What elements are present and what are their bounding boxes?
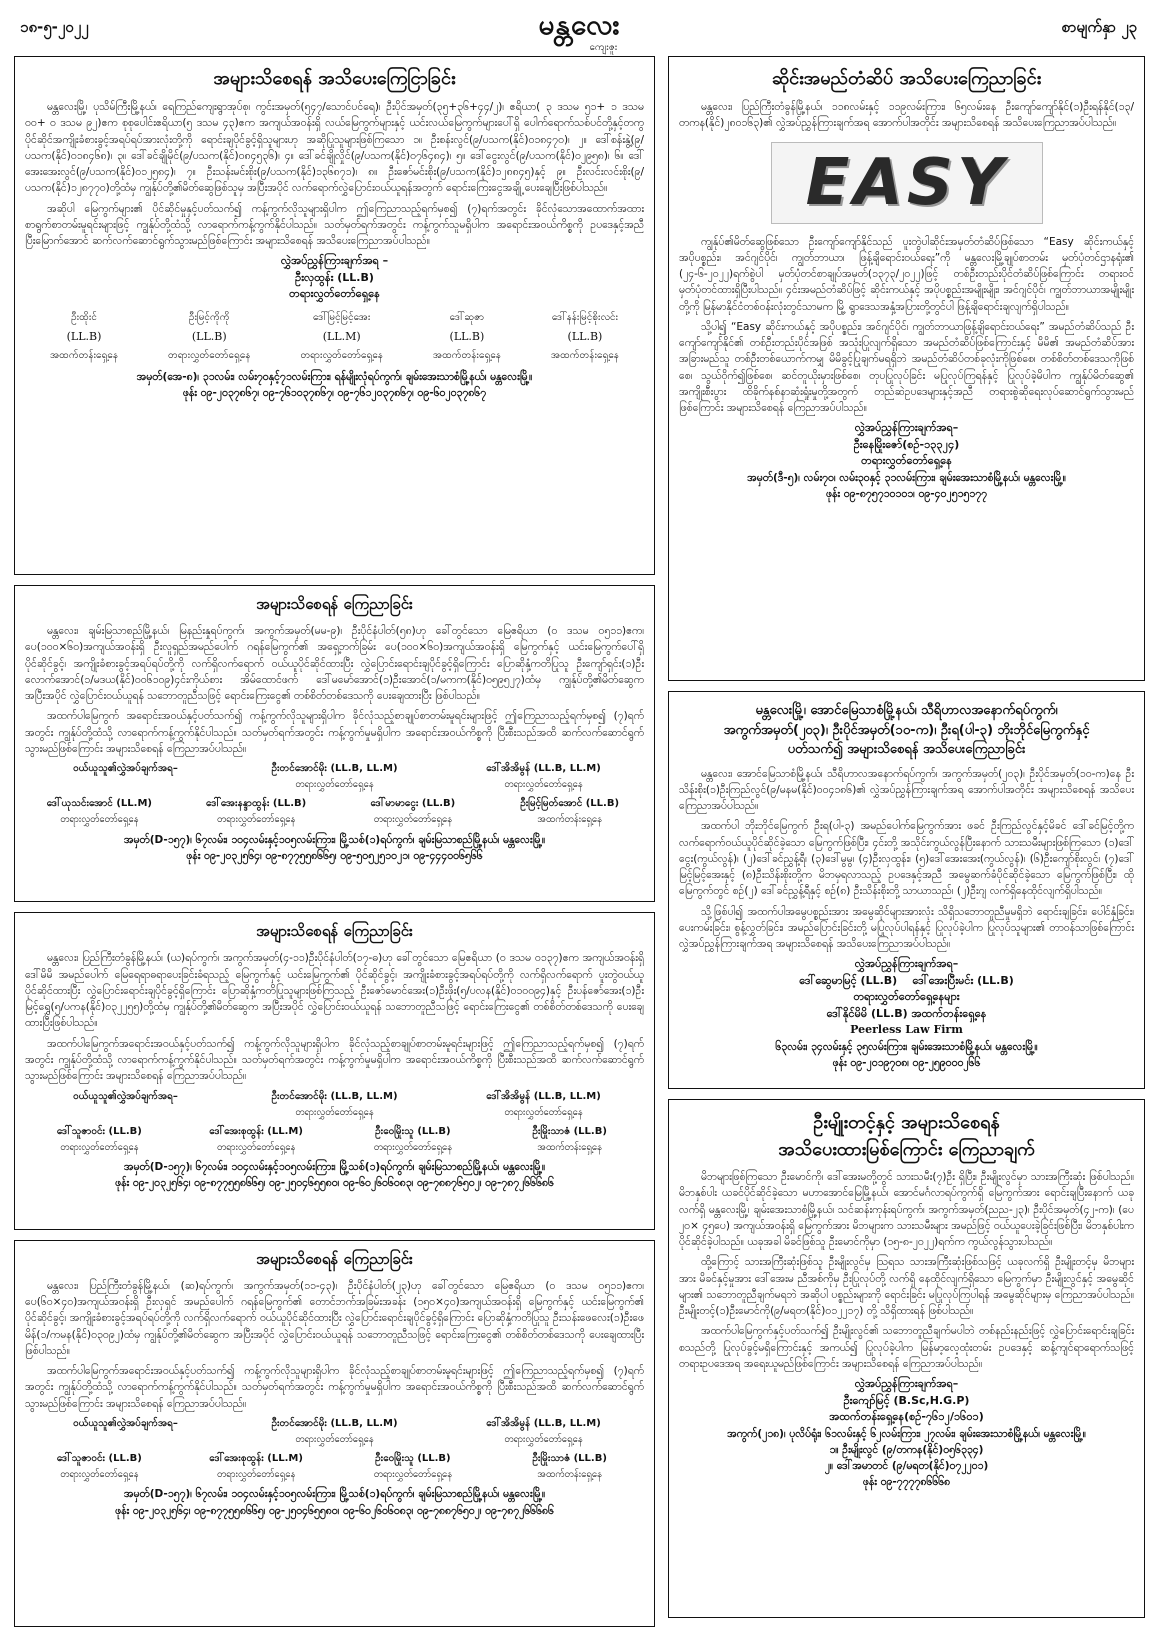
signer-name: ဦးမြင့်မြတ်အောင် (LL.B) — [520, 798, 620, 810]
signer-grid — [25, 1124, 644, 1155]
signer-name: ဦးနေမြိုးဇော်(စဉ်-၁၃၃၂၄) — [853, 437, 960, 451]
notice-body: အထက်ပါမြေကွက် အရောင်းအဝယ်နှင့်ပတ်သက်၍ ကန့်ကွက်လိုသူများရှိပါက ခိုင်လုံသည့်စာချုပ်စာတမ်းမူရင်းများဖြင့် ဤကြေညာသည့်ရက်မှစ၍ (၇)ရက်အတွင်း ကျွန်ုပ်တို့ထံသို့ လာရောက်ကန့်ကွက်နိုင်ပါသည်။ သတ်မှတ်ရက်အတွင်း ကန့်ကွက်မှုမရှိပါက အရောင်းအဝယ်ကိစ္စကို ပြီးစီးသည်အထိ ဆက်လက်ဆောင်ရွက်သွားမည်ဖြစ်ကြောင်း အများသိစေရန် ကြေညာအပ်ပါသည်။ — [25, 710, 644, 755]
signer-role: တရားလွှတ်တော်ရှေ့နေ — [289, 287, 380, 301]
signer-label: လွှဲအပ်ညွှန်ကြားချက်အရ– — [854, 957, 959, 971]
signer-role: တရားလွှတ်တော်ရှေ့နေ — [504, 1106, 583, 1118]
signer-role: တရားလွှတ်တော်ရှေ့နေ — [295, 779, 374, 791]
signer-role: တရားလွှတ်တော်ရှေ့နေ — [373, 814, 453, 826]
contact-person: ၂။ ဒေါ်အမာတင် (၉/မရတ(နိုင်)၀၇၂၂၀၁) — [824, 1460, 989, 1473]
phone-numbers: ဖုန်း ၀၉-၂၀၃၂၅၆၄၊ ၀၉-၈၇၇၅၅၈၆၆၅၊ ၀၉-၂၅၀၄၆၅၅၈၀၊ ၀၉-၆၀၂၆၀၆၀၈၃၊ ၀၉-၇၈၈၇၆၅၀၂၊ ၀၉-၇၈၇၂၆၆၆၈၆ — [115, 1177, 554, 1190]
notice-title: အများသိစေရန် ကြေညာခြင်း — [256, 1249, 413, 1268]
signer-name: ဦးတင်အောင်မိုး (LL.B, LL.M) — [271, 763, 398, 775]
notice-title-line: အသိပေးထားမြစ်ကြောင်း ကြေညာချက် — [778, 1139, 1035, 1160]
signer-role: အထက်တန်းရှေ့နေ — [537, 1469, 602, 1481]
notice-body: မန္တလေး၊ ချမ်းမြသာစည်မြို့နယ်၊ မြနည်းနှုရပ်ကွက်၊ အကွက်အမှတ်(မမ-၉)၊ ဦးပိုင်နံပါတ်(၅၈)ဟု ခေါ်တွင်သော မြေဧရိယာ (၀ ဒသမ ၀၅၁၁)ဧက၊ ပေ(၁၀၀×၆၀)အကျယ်အဝန်းရှိ ဦးလူရှည်အမည်ပေါက် ဂရန်မြေကွက်၏ အရှေ့ဘက်ခြမ်း ပေ(၁၀၀×၆၀)အကျယ်အဝန်းရှိ မြေကွက်နှင့် ယင်းမြေကွက်ပေါ်ရှိ ပိုင်ဆိုင်ခွင့်၊ အကျိုးခံစားခွင့်အရပ်ရပ်တို့ကို လက်ရှိလက်ရောက် ဝယ်ယူပိုင်ဆိုင်ထားပြီး လွှဲပြောင်းရောင်းချပိုင်ခွင့်ရှိကြောင်း ပြောဆိုနှံ့ကတိပြုသူ ဦးကျော်ရှင်း(၁)ဦးလောက်အောင်(၁/မဒယ(နိုင်)၀၀၆၁၀၉)၄င်းကိုယ်စား အိမ်ထောင်ဖက် ဒေါ်မမော်အောင်(၁)ဦးအောင်(၁/မကက(နိုင်)၀၅၉၅၂၇)ထံမှ ကျွန်ုပ်တို့၏မိတ်ဆွေက အပြီးအပိုင် လွှဲပြောင်းဝယ်ယူရန် သဘောတူညီသဖြင့် ရောင်းကြေးငွေ၏ တစ်စိတ်တစ်ဒေသကို ပေးချေထားပြီး ဖြစ်ပါသည်။ — [25, 624, 644, 703]
notice-body: အထက်ပါမြေကွက်အရောင်းအဝယ်နှင့်ပတ်သက်၍ ကန့်ကွက်လိုသူများရှိပါက ခိုင်လုံသည့်စာချုပ်စာတမ်းမူရင်းများဖြင့် ဤကြေညာသည့်ရက်မှစ၍ (၇)ရက်အတွင်း ကျွန်ုပ်တို့ထံသို့ လာရောက်ကန့်ကွက်နိုင်ပါသည်။ သတ်မှတ်ရက်အတွင်း ကန့်ကွက်မှုမရှိပါက အရောင်းအဝယ်ကိစ္စကို ပြီးစီးသည်အထိ ဆက်လက်ဆောင်ရွက်သွားမည်ဖြစ်ကြောင်း အများသိစေရန် ကြေညာအပ်ပါသည်။ — [25, 1365, 644, 1410]
notice-plot-11-43 — [14, 1240, 655, 1627]
lawyer-name: ဒေါ်ဆုဇာ — [449, 311, 485, 323]
signer-label: ဝယ်ယူသူ၏လွှဲအပ်ချက်အရ– — [73, 763, 178, 775]
signer-name: ဒေါ်အေးနန္ဒာထွန်း (LL.B) — [206, 798, 307, 810]
signer-role: တရားလွှတ်တော်ရှေ့နေ — [504, 1433, 583, 1445]
signer-role: တရားလွှတ်တော်ရှေ့နေ — [60, 1141, 139, 1153]
notice-body: အဆိုပါ မြေကွက်များ၏ ပိုင်ဆိုင်မှုနှင့်ပတ်သက်၍ ကန့်ကွက်လိုသူများရှိပါက ဤကြေညာသည့်ရက်မှစ၍ (၇)ရက်အတွင်း ခိုင်လုံသောအထောက်အထား စာရွက်စာတမ်းမူရင်းများဖြင့် ကျွန်ုပ်တို့ထံသို့ လာရောက်ကန့်ကွက်နိုင်ပါသည်။ သတ်မှတ်ရက်အတွင်း ကန့်ကွက်သူမရှိပါက အရောင်းအဝယ်ကိစ္စကို ဥပဒေနှင့်အညီ ပြီးမြောက်အောင် ဆက်လက်ဆောင်ရွက်သွားမည်ဖြစ်ကြောင်း အများသိစေရန် အသိပေးကြေညာအပ်ပါသည်။ — [25, 202, 644, 248]
easy-logo-image — [771, 142, 1043, 224]
lawyer-degree: (LL.B) — [66, 329, 102, 343]
signer-role: အထက်တန်းရှေ့နေ — [537, 814, 602, 826]
notice-land-sale — [14, 56, 655, 575]
signer-label: လွှဲအပ်ညွှန်ကြားချက်အရ– — [854, 421, 959, 435]
masthead-logo: မန္တလေး — [538, 8, 621, 41]
signer-name: ဒေါ်အိအိမွန် (LL.B, LL.M) — [486, 1090, 601, 1102]
office-address: အမှတ်(D-၁၅၇)၊ ၆၇လမ်း၊ ၁၀၄လမ်းနှင့်၁၀၅လမ်းကြား၊ မြို့သစ်(၁)ရပ်ကွက်၊ ချမ်းမြသာစည်မြို့နယ်၊ မန္တလေးမြို့။ — [123, 833, 546, 846]
signer-name: ဦးတင်အောင်မိုး (LL.B, LL.M) — [271, 1090, 398, 1102]
signer-role: တရားလွှတ်တော်ရှေ့နေ — [295, 1106, 374, 1118]
lawyer — [300, 309, 383, 365]
lawyer-name: ဒေါ်မြင့်မြင့်အေး — [312, 311, 371, 323]
signer-role: တရားလွှတ်တော်ရှေ့နေ — [504, 779, 583, 791]
page-number: စာမျက်နှာ ၂၃ — [1061, 18, 1137, 36]
lawyer — [433, 309, 501, 365]
signer-name: ဒေါ်နိုင်မိမိ (LL.B) အထက်တန်းရှေ့နေ — [826, 1006, 987, 1020]
issue-date: ၁၈-၅-၂၀၂၂ — [20, 18, 89, 36]
office-address: အမှတ်(D-၁၅၇)၊ ၆၇လမ်း၊ ၁၀၄လမ်းနှင့်၁၀၅လမ်းကြား၊ မြို့သစ်(၁)ရပ်ကွက်၊ ချမ်းမြသာစည်မြို့နယ်၊ မန္တလေးမြို့။ — [123, 1161, 546, 1173]
signer-role: တရားလွှတ်တော်ရှေ့နေ — [295, 1433, 374, 1445]
notice-title-line: အကွက်အမှတ်(၂၀၃)၊ ဦးပိုင်အမှတ်(၁၀-က)၊ ဦးရ(ပါ-၃) ဘိုးဘိုင်မြေကွက်နှင့် — [723, 722, 1090, 738]
phone-numbers: ဖုန်း ၀၉-၂၀၃၇၈၆၇၊ ၀၉-၇၆၁၀၃၇၈၆၇၊ ၀၉-၇၆၁၂၀၃၇၈၆၇၊ ၀၉-၆၀၂၀၃၇၈၆၇ — [182, 386, 487, 399]
left-column — [14, 56, 655, 1627]
lawyer-degree: (LL.B) — [567, 329, 603, 343]
notice-title-line: ဦးမျိုးတင့်နှင့် အများသိစေရန် — [813, 1112, 1000, 1133]
notice-title — [679, 1109, 1134, 1163]
signer-name: ဒေါ်သူဇာဝင်း (LL.B) — [56, 1125, 142, 1137]
signer-grid — [25, 761, 644, 792]
signer-name: ဦးမြိုးသာဇံ (LL.B) — [532, 1453, 607, 1465]
lawyer-role: အထက်တန်းရှေ့နေ — [49, 349, 119, 361]
notice-body: မန္တလေး၊ ပြည်ကြီးတံခွန်မြို့နယ်၊ (ယ)ရပ်ကွက်၊ အကွက်အမှတ်(၄-၁၁)ဦးပိုင်နံပါတ်(၁၇-ဓ)ဟု ခေါ်တွင်သော မြေဧရိယာ (၀ ဒသမ ၀၁၃၇)ဧက အကျယ်အဝန်းရှိ ဒေါ်မိမိ အမည်ပေါက် မြေရေရာဓရာပေးခြင်းခံရသည့် မြေကွက်နှင့် ယင်းမြေကွက်၏ ပိုင်ဆိုင်ခွင့်၊ အကျိုးခံစားခွင့်အရပ်ရပ်တို့ကို လက်ရှိလက်ရောက် ပူးတွဲဝယ်ယူပိုင်ဆိုင်ထားပြီး လွှဲပြောင်းရောင်းချပိုင်ခွင့်ရှိကြောင်း ပြောဆိုနှံ့ကတိပြုသူများဖြစ်ကြသည့် ဦးဇော်မောင်အေး(၁)ဦးဖိုး(၅/ပလန(နိုင်)၀၁၀၀၉၄)နှင့် ဦးပန်ဇော်အေး(၁)ဦးမြင့်ရွှေ(၅/ပကန(နိုင်)၀၃၂၂၅၅)တို့ထံမှ ကျွန်ုပ်တို့၏မိတ်ဆွေက အပြီးအပိုင် လွှဲပြောင်းဝယ်ယူရန် သဘောတူညီသဖြင့် ရောင်းကြေးငွေ၏ တစ်စိတ်တစ်ဒေသကို ပေးချေထားပြီးဖြစ်ပါသည်။ — [25, 952, 644, 1030]
lawyer-role: အထက်တန်းရှေ့နေ — [432, 349, 501, 361]
signer-role: တရားလွှတ်တော်ရှေ့နေ — [216, 1141, 296, 1153]
signer-names — [679, 973, 1134, 990]
notice-body: မန္တလေး၊ ပြည်ကြီးတံခွန်မြို့နယ်၊ (ဆ)ရပ်ကွက်၊ အကွက်အမှတ်(၁၁-၄၃)၊ ဦးပိုင်နံပါတ်(၂၃)ဟု ခေါ်တွင်သော မြေဧရိယာ (၀ ဒသမ ၀၅၁၁)ဧက၊ ပေ(၆၀×၄၀)အကျယ်အဝန်းရှိ ဦးလှရှင် အမည်ပေါက် ဂရန်မြေကွက်၏ တောင်ဘက်အခြမ်းအခန်း (၁၅၀×၄၀)အကျယ်အဝန်းရှိ မြေကွက်နှင့် ယင်းမြေကွက်၏ ပိုင်ဆိုင်ခွင့်၊ အကျိုးခံစားခွင့်အရပ်ရပ်တို့ကို လက်ရှိလက်ရောက် ဝယ်ယူပိုင်ဆိုင်ထားပြီး လွှဲပြောင်းရောင်းချပိုင်ခွင့်ရှိကြောင်း ပြောဆိုနှံ့ကတိပြုသူ ဦးသန်းဖေလေး(၁)ဦးဖေမိန်(၁/ကမန(နိုင်)၀၃၀၉၂)ထံမှ ကျွန်ုပ်တို့၏မိတ်ဆွေက အပြီးအပိုင် လွှဲပြောင်းဝယ်ယူရန် သဘောတူညီသဖြင့် ရောင်းကြေးငွေ၏ တစ်စိတ်တစ်ဒေသကို ပေးချေထားပြီးဖြစ်ပါသည်။ — [25, 1279, 644, 1357]
lawyer — [551, 309, 619, 365]
signer-label: ဝယ်ယူသူ၏လွှဲအပ်ချက်အရ– — [73, 1090, 178, 1102]
lawyer-role: တရားလွှတ်တော်ရှေ့နေ — [300, 349, 383, 361]
signer-name: ဒေါ်ဆွေမာမြင့် (LL.B) — [799, 973, 898, 987]
notice-title: ဆိုင်းအမည်တံဆိပ် အသိပေးကြေညာခြင်း — [771, 68, 1042, 89]
signer-label: လွှဲအပ်ညွှန်ကြားချက်အရ – — [280, 254, 389, 268]
signer-name: ဒေါ်အေးစုထွန်း (LL.M) — [209, 1453, 303, 1465]
phone-numbers: ဖုန်း ၀၉-၂၀၃၂၅၆၄၊ ၀၉-၈၇၇၅၅၈၆၆၅၊ ၀၉-၂၅၀၄၆၅၅၈၀၊ ၀၉-၆၀၂၆၀၆၀၈၃၊ ၀၉-၇၈၈၇၆၅၀၂၊ ၀၉-၇၈၇၂၆၆၆၈၆ — [115, 1504, 554, 1517]
signer-name: ဦးကျော်မြင့် (B.Sc,H.G.P) — [843, 1393, 970, 1407]
lawyer-name: ဒေါ်နန်းမြင့်စိုးလင်း — [551, 311, 619, 323]
right-column — [668, 56, 1145, 1627]
signer-role: အထက်တန်းရှေ့နေ(စဉ်-၇၆၁၂/၁၆၀၁) — [829, 1410, 984, 1424]
signer-role: တရားလွှတ်တော်ရှေ့နေ — [373, 1469, 453, 1481]
phone-numbers: ဖုန်း ၀၉-၂၀၁၉၇၀၈၊ ၀၉-၂၅၉၀၀၀၂၆၆ — [832, 1057, 981, 1070]
signer-role: တရားလွှတ်တော်ရှေ့နေ — [60, 1469, 139, 1481]
notice-title: အများသိစေရန် ကြေညာခြင်း — [256, 922, 413, 941]
notice-title-line: မန္တလေးမြို့၊ အောင်မြေသာစံမြို့နယ်၊ သီရိဟာလအနောက်ရပ်ကွက်၊ — [755, 703, 1058, 718]
notice-body: ကျွန်ုပ်၏မိတ်ဆွေဖြစ်သော ဦးကျော်ကျော်နိုင်သည် ပူးတွဲပါဆိုင်းအမှတ်တံဆိပ်ဖြစ်သော “Easy ဆိုင်းကယ်နှင့် အပိုပစ္စည်း၊ အင်ဂျင်ပိုင်၊ ကျွတ်ဘာယာ၊ ဖြန့်ချိရောင်းဝယ်ရေး”ကို မန္တလေးမြို့ချုပ်စာတမ်း မှတ်ပုံတင်ဌာနရုံး၏ (၂၄-၆-၂၀၂၂)ရက်စွဲပါ မှတ်ပုံတင်စာချုပ်အမှတ်(၁၃၇၃/၂၀၂၂)ဖြင့် တစ်ဦးတည်းပိုင်တံဆိပ်ဖြစ်ကြောင်း တရားဝင်မှတ်ပုံတင်ထားရှိပြီးပါသည်။ ၄င်းအမည်တံဆိပ်ဖြင့် ဆိုင်းကယ်နှင့် အပိုပစ္စည်းအမျိုးမျိုး၊ အင်ဂျင်ပိုင်၊ ကျွတ်ဘာယာအမျိုးမျိုးတို့ကို မြန်မာနိုင်ငံတစ်ဝန်းလုံးတွင်သာမက မြို့ ရွာဒေသအနှံ့အပြားတို့တွင်ပါ ဖြန့်ချိရောင်းချလျက်ရှိပါသည်။ — [679, 235, 1134, 313]
lawyer-degree: (LL.M) — [322, 329, 361, 343]
lawyer — [168, 309, 251, 365]
signer-grid — [25, 1451, 644, 1482]
lawyer-name: ဦးမြင့်ကိုကို — [188, 311, 230, 323]
lawyer-role: အထက်တန်းရှေ့နေ — [550, 349, 619, 361]
notice-body: မန္တလေးမြို့၊ ပုသိမ်ကြီးမြို့နယ်၊ ရေကြည်ကျေးရွာအုပ်စု၊ ကွင်းအမှတ်(၅၄၇/သောင်ပင်ရေ)၊ ဦးပိုင်အမှတ်(၃၅+၃၆+၄၄/၂)၊ ဧရိယာ( ၃ ဒသမ ၅၁+ ၁ ဒသမ ၀၀+ ၀ ဒသမ ၉၂)ဧက စုစုပေါင်းဧရိယာ(၅ ဒသမ ၄၃)ဧက အကျယ်အဝန်းရှိ လယ်မြေကွက်များနှင့် ယင်းလယ်မြေကွက်များပေါ်ရှိ ပေါက်ရောက်သစ်ပင်တို့နှင့်တကွ ပိုင်ဆိုင်အကျိုးခံစားခွင့်အရပ်ရပ်အားလုံးတို့ကို ရောင်းချပိုင်ခွင့်ရှိသူများဟု အဆိုပြုသူများဖြစ်ကြသော ၁။ ဦးစန်းလွင်(၉/ပသက(နိုင်)၀၁၈၄၇၀)၊ ၂။ ဒေါ်စန်းနွဲ့(၉/ပသက(နိုင်)၀၁၈၄၆၈)၊ ၃။ ဒေါ်ခင်ချိုမိုင်(၉/ပသက(နိုင်)၀၈၄၅၃၆)၊ ၄။ ဒေါ်ခင်ချိုလှိုင်(၉/ပသက(နိုင်)၀၇၆၄၈၄)၊ ၅။ ဒေါ်ငွေးလွင်(၉/ပသက(နိုင်)၀၂၉၅၈)၊ ၆။ ဒေါ်အေးအေးလွင်(၉/ပသက(နိုင်)၀၁၂၅၈၄)၊ ၇။ ဦးသန်းမင်းစိုး(၉/ပသက(နိုင်)၁၃၆၈၇၁)၊ ၈။ ဦးဇော်မင်းစိုး(၉/ပသက(နိုင်)၁၂၈၈၄၅)နှင့် ၉။ ဦးလင်းလင်းစိုး(၉/ပသက(နိုင်)၁၂၈၇၇၀)တို့ထံမှ ကျွန်ုပ်တို့၏မိတ်ဆွေဖြစ်သူမှ အပြီးအပိုင် လက်ရောက်လွှဲပြောင်းဝယ်ယူရန်အတွက် ရောင်းကြေးငွေအချို့ ပေးချေပြီးဖြစ်ပါသည်။ — [25, 101, 644, 195]
notice-title: အများသိစေရန် အသိပေးကြေငြာခြင်း — [213, 68, 456, 89]
notice-body: အထက်ပါမြေကွက်နှင့်ပတ်သက်၍ ဦးမျိုးလွင်၏ သဘောတူညီချက်မပါဘဲ တစ်နည်းနည်းဖြင့် လွှဲပြောင်းရောင်းချခြင်းစသည်တို့ ပြုလုပ်ခွင့်မရှိကြောင်းနှင့် အကယ်၍ ပြုလုပ်ခဲ့ပါက မြန်မာ့လေ့ထုံးတမ်း ဥပဒေနှင့် ဆန့်ကျင်ရာရောက်သဖြင့် တရားဥပဒေအရ အရေးယူမည်ဖြစ်ကြောင်း အများသိစေရန် ကြေညာအပ်ပါသည်။ — [679, 1325, 1134, 1370]
signer-name: ဒေါ်ယုသင်းအောင် (LL.M) — [46, 798, 152, 810]
notice-body: မန္တလေး၊ အောင်မြေသာစံမြို့နယ်၊ သီရိဟာလအနောက်ရပ်ကွက်၊ အကွက်အမှတ်(၂၀၃)၊ ဦးပိုင်အမှတ်(၁၀-က)နေ ဦးသိန်းစိုး(၁)ဦးကြည်လွင်(၉/မနမ(နိုင်)၀၀၄၁၈၆)၏ လွှဲအပ်ညွှန်ကြားချက်အရ အောက်ပါအတိုင်း အများသိစေရန် အသိပေးကြေညာအပ်ပါသည်။ — [679, 767, 1134, 813]
lawyer-role: တရားလွှတ်တော်ရှေ့နေ — [167, 349, 251, 361]
signer-name: ဒေါ်အေးပြီးမင်း (LL.B) — [912, 973, 1014, 987]
signer-role: တရားလွှတ်တော်ရှေ့နေ — [216, 1469, 296, 1481]
signer-role — [25, 1106, 226, 1120]
notice-title: အများသိစေရန် ကြေညာခြင်း — [256, 594, 413, 613]
contact-person: ၁။ ဦးမျိုးလွင် (၉/တကန(နိုင်)၀၅၆၃၃၄) — [829, 1443, 984, 1456]
office-address: အမှတ်(D-၁၅၇)၊ ၆၇လမ်း၊ ၁၀၄လမ်းနှင့်၁၀၅လမ်းကြား၊ မြို့သစ်(၁)ရပ်ကွက်၊ ချမ်းမြသာစည်မြို့နယ်၊ မန္တလေးမြို့။ — [123, 1488, 546, 1501]
signer-role: တရားလွှတ်တော်ရှေ့နေ — [373, 1141, 453, 1153]
notice-body: အထက်ပါမြေကွက်အရောင်းအဝယ်နှင့်ပတ်သက်၍ ကန့်ကွက်လိုသူများရှိပါက ခိုင်လုံသည့်စာချုပ်စာတမ်းမူရင်းများဖြင့် ဤကြေညာသည့်ရက်မှစ၍ (၇)ရက်အတွင်း ကျွန်ုပ်တို့ထံသို့ လာရောက်ကန့်ကွက်နိုင်ပါသည်။ သတ်မှတ်ရက်အတွင်း ကန့်ကွက်မှုမရှိပါက အရောင်းအဝယ်ကိစ္စကို ပြီးစီးသည်အထိ ဆက်လက်ဆောင်ရွက်သွားမည်ဖြစ်ကြောင်း အများသိစေရန် ကြေညာအပ်ပါသည်။ — [25, 1037, 644, 1083]
signer-name: ဒေါ်အေးစုထွန်း (LL.M) — [209, 1125, 303, 1137]
notice-plot-mm9 — [14, 585, 655, 902]
notice-plot-4-11 — [14, 912, 655, 1229]
law-firm-name: Peerless Law Firm — [850, 1023, 963, 1037]
signer-role — [25, 1433, 226, 1447]
office-address: ၆၃လမ်း၊ ၃၄လမ်းနှင့် ၃၅လမ်းကြား၊ ချမ်းအေးသာစံမြို့နယ်၊ မန္တလေးမြို့။ — [775, 1040, 1038, 1053]
signer-role — [25, 778, 226, 792]
signer-role: တရားလွှတ်တော်ရှေ့နေ — [861, 454, 952, 468]
signer-name: ဦးဝေမြိုးသူ (LL.B) — [375, 1125, 451, 1137]
signer-grid — [25, 1416, 644, 1447]
signer-name: ဒေါ်မာမာငွေး (LL.B) — [370, 798, 456, 810]
signer-role: တရားလွှတ်တော်ရှေ့နေများ — [853, 990, 960, 1004]
notice-warning-heirs — [668, 1099, 1145, 1618]
trademark-logo — [679, 142, 1134, 224]
page-header — [14, 6, 1145, 52]
signer-name: ဒေါ်အိအိမွန် (LL.B, LL.M) — [486, 1417, 601, 1429]
lawyer — [50, 309, 118, 365]
easy-logo-text: EASY — [805, 145, 1008, 220]
signer-name: ဒေါ်အိအိမွန် (LL.B, LL.M) — [486, 763, 601, 775]
notice-title — [679, 701, 1134, 760]
lawyer-degree: (LL.B) — [191, 329, 227, 343]
signer-name: ဦးမြိုးသာဇံ (LL.B) — [532, 1125, 607, 1137]
phone-numbers: ဖုန်း ၀၉-၇၇၇၇၈၆၆၆၈ — [862, 1476, 951, 1489]
signer-role: တရားလွှတ်တော်ရှေ့နေ — [60, 814, 139, 826]
office-address: အမှတ်(ဒီ-၅)၊ လမ်း၇၀၊ လမ်း၃၀နှင့် ၃၁လမ်းကြား၊ ချမ်းအေးသာစံမြို့နယ်၊ မန္တလေးမြို့။ — [747, 471, 1066, 484]
lawyer-name: ဦးထိုးင် — [71, 311, 97, 323]
signer-name: ဦးဝေမြိုးသူ (LL.B) — [375, 1453, 451, 1465]
notice-body: မန္တလေး၊ ပြည်ကြီးတံခွန်မြို့နယ်၊ ၁၁၈လမ်းနှင့် ၁၁၉လမ်းကြား၊ ၆၅လမ်းနေ ဦးကျော်ကျော်နိုင်(၁)ဦးရန်နိုင်(၁၃/တကန(နိုင်)၂၈၀၁၆၃)၏ လွှဲအပ်ညွှန်ကြားချက်အရ အောက်ပါအတိုင်း အများသိစေရန် အသိပေးကြေညာအပ်ပါသည်။ — [679, 101, 1134, 130]
notice-trademark-easy — [668, 56, 1145, 681]
notice-inheritance-plot — [668, 691, 1145, 1089]
notice-body: သို့ပါ၍ “Easy ဆိုင်းကယ်နှင့် အပိုပစ္စည်း၊ အင်ဂျင်ပိုင်၊ ကျွတ်ဘာယာဖြန့်ချိရောင်းဝယ်ရေး” အမည်တံဆိပ်သည် ဦးကျော်ကျော်နိုင်၏ တစ်ဦးတည်းပိုင်အဖြစ် အသုံးပြုလျက်ရှိသော အမည်တံဆိပ်ဖြစ်ကြောင်းနှင့် မိမိ၏ အမည်တံဆိပ်အား အခြားမည်သူ တစ်ဦးတစ်ယောက်ကမျှ မိမိခွင့်ပြုချက်မရရှိဘဲ အမည်တံဆိပ်တစ်ခုလုံးကိုဖြစ်စေ၊ တစ်စိတ်တစ်ဒေသကိုဖြစ်စေ၊ သွယ်ဝိုက်၍ဖြစ်စေ၊ ဆင်တူယိုးမှားဖြစ်စေ၊ တုပပြုလုပ်ခြင်း မပြုလုပ်ကြရန်နှင့် ပြုလုပ်ခဲ့မိပါက ကျွန်ုပ်မိတ်ဆွေ၏ အကျိုးစီးပွား ထိခိုက်နစ်နာဆုံးရှုံးမှုတို့အတွက် တည်ဆဲဥပဒေများနှင့်အညီ တရားစွဲဆိုရေးလုပ်ဆောင်ရွက်သွားမည်ဖြစ်ကြောင်း အများသိစေရန် ကြေညာအပ်ပါသည်။ — [679, 320, 1134, 415]
signer-name: ဦးတင်အောင်မိုး (LL.B, LL.M) — [271, 1417, 398, 1429]
signer-label: ဝယ်ယူသူ၏လွှဲအပ်ချက်အရ– — [73, 1417, 178, 1429]
notice-body: မိဘများဖြစ်ကြသော ဦးမောင်ကို၊ ဒေါ်အေးမတို့တွင် သားသမီး(၇)ဦး ရှိပြီး၊ ဦးမျိုးလွင်မှာ သားအကြီးဆုံး ဖြစ်ပါသည်။ မိဘနှစ်ပါး ယခင်ပိုင်ဆိုင်ခဲ့သော မဟာအောင်မြေမြို့နယ်၊ အောင်မင်္ဂလာရပ်ကွက်ရှိ မြေကွက်အား ရောင်းချပြီးနောက် ယခုလက်ရှိ မန္တလေးမြို့၊ ချမ်းအေးသာစံမြို့နယ်၊ သင်ဆန်းကုန်းရပ်ကွက်၊ အကွက်အမှတ်(ညည-၂၃)၊ ဦးပိုင်အမှတ်(၄၂-က)၊ (ပေ ၂၀× ၄၅ပေ) အကျယ်အဝန်းရှိ မြေကွက်အား မိဘများက သားသမီးများ အမည်ဖြင့် ဝယ်ယူပေးခဲ့ခြင်းဖြစ်ပြီး၊ မိဘနှစ်ပါးက ပိုင်ဆိုင်ခဲ့ပါသည်။ ယခုအခါ မိခင်ဖြစ်သူ ဦးမောင်ကိုမှာ (၁၅-၈-၂၀၂၂)ရက်က ကွယ်လွန်သွားပါသည်။ — [679, 1171, 1134, 1249]
signer-grid — [25, 796, 644, 827]
signer-name: ဒေါ်သူဇာဝင်း (LL.B) — [56, 1453, 142, 1465]
lawyer-list — [25, 309, 644, 365]
signer-role: အထက်တန်းရှေ့နေ — [537, 1141, 602, 1153]
notice-body: ထို့ကြောင့် သားအကြီးဆုံးဖြစ်သူ ဦးမျိုးလွင်မှ ဩရသ သားအကြီးဆုံးဖြစ်သဖြင့် ယခုလက်ရှိ ဦးမျိုးတင့်မှ မိဘများအား မိခင်နှင့်မှုအား ဒေါ်အေးမ ညီအစ်ကိုမှ ဦးပြုလုပ်တို့ လက်ရှိ နေထိုင်လျက်ရှိသော မြေကွက်မှာ ဦးမျိုးလွင်နှင့် အမွေဆိုင်များ၏ သဘောတူညီချက်မရဘဲ အဆိုပါ ပစ္စည်းများကို ရောင်းခြင်း မပြုလုပ်ကြပါရန် အမွေဆိုင်များမှ ကြေညာအပ်ပါသည်။ ဦးမျိုးတင့်(၁)ဦးမောင်ကို(၉/မရတ(နိုင်)၀၁၂၂၁၇) တို့ သိရှိထားရန် ဖြစ်ပါသည်။ — [679, 1256, 1134, 1318]
notice-title-line: ပတ်သက်၍ အများသိစေရန် အသိပေးကြေညာခြင်း — [787, 742, 1026, 757]
notice-body: သို့ဖြစ်ပါ၍ အထက်ပါအမွေပစ္စည်းအား အမွေဆိုင်များအားလုံး သိရှိသဘောတူညီမှုမရှိဘဲ ရောင်းချခြင်း၊ ပေါင်နှံခြင်း၊ ပေးကမ်းခြင်း၊ စွန့်လွှတ်ခြင်း၊ အမည်ပြောင်းခြင်းတို့ မပြုလုပ်ပါရန်နှင့် ပြုလုပ်ခဲ့ပါက ပြုလုပ်သူများ၏ တာဝန်သာဖြစ်ကြောင်း လွှဲအပ်ညွှန်ကြားချက်အရ အများသိစေရန် အသိပေးကြေညာအပ်ပါသည်။ — [679, 905, 1134, 951]
masthead-subtitle: ကျေးဇူး — [589, 42, 618, 53]
notice-body: အထက်ပါ ဘိုးဘိုင်မြေကွက် ဦးရ(ပါ-၃) အမည်ပေါက်မြေကွက်အား ဖခင် ဦးကြည်လွင်နှင့်မိခင် ဒေါ်ခင်မြင့်တို့က လက်ရောက်ဝယ်ယူပိုင်ဆိုင်ခဲ့သော မြေကွက်ဖြစ်ပြီး၊ ၄င်းတို့ အသိုင်းကွယ်လွန်ပြီးနောက် သားသမီးများဖြစ်ကြသော (၁)ဒေါ်ငွေး(ကွယ်လွန်)၊ (၂)ဒေါ်ခင်ညွှန့်ရီ၊ (၃)ဒေါ်မွမွ၊ (၄)ဦးလှထွန်း၊ (၅)ဒေါ်အေးအေး(ကွယ်လွန်)၊ (၆)ဦးကျော်စိုးလွင်၊ (၇)ဒေါ်မြင့်မြင့်အေးနှင့် (၈)ဦးသိန်းစိုးတို့က မိဘမှရလာသည့် ဥပဒေနှင့်အညီ အမွေဆက်ခံပိုင်ဆိုင်ခဲ့သော မြေကွက်ဖြစ်ပြီး၊ ထိုမြေကွက်တွင် စဉ်(၂) ဒေါ်ခင်ညွှန့်ရီနှင့် စဉ်(၈) ဦးသိန်းစိုးတို့ သာယာသည်၊ (၂)ဦးဂျ လက်ရှိနေထိုင်လျက်ရှိပါသည်။ — [679, 820, 1134, 898]
lawyer-degree: (LL.B) — [449, 329, 485, 343]
signer-role: တရားလွှတ်တော်ရှေ့နေ — [216, 814, 296, 826]
phone-numbers: ဖုန်း ၀၉-၈၇၅၇၁၀၁၀၁၊ ၀၉-၄၀၂၅၁၅၁၇၇ — [825, 488, 988, 501]
office-address: အမှတ်(အေ-၈)၊ ၃၁လမ်း၊ လမ်း၇၀နှင့်၇၁လမ်းကြား၊ ရန်မျိုးလုံရပ်ကွက်၊ ချမ်းအေးသာစံမြို့နယ်၊ မန္တလေးမြို့။ — [136, 370, 533, 383]
signer-label: လွှဲအပ်ညွှန်ကြားချက်အရ– — [854, 1377, 959, 1391]
signer-grid — [25, 1089, 644, 1120]
office-address: အကွက်(၂၁၈)၊ ပုလိပ်ရုံး၊ ၆၁လမ်းနှင့် ၆၂လမ်းကြား၊ ၂၇လမ်း၊ ချမ်းအေးသာစံမြို့နယ်၊ မန္တလေးမြို့။ — [727, 1427, 1086, 1440]
phone-numbers: ဖုန်း ၀၉-၂၀၃၂၅၆၄၊ ၀၉-၈၇၇၅၅၈၆၆၅၊ ၀၉-၅၀၅၂၅၁၀၂၁၊ ၀၉-၄၄၄၀၀၆၅၆၆ — [186, 849, 483, 862]
signer-name: ဦးလှထွန်း (LL.B) — [295, 270, 374, 284]
